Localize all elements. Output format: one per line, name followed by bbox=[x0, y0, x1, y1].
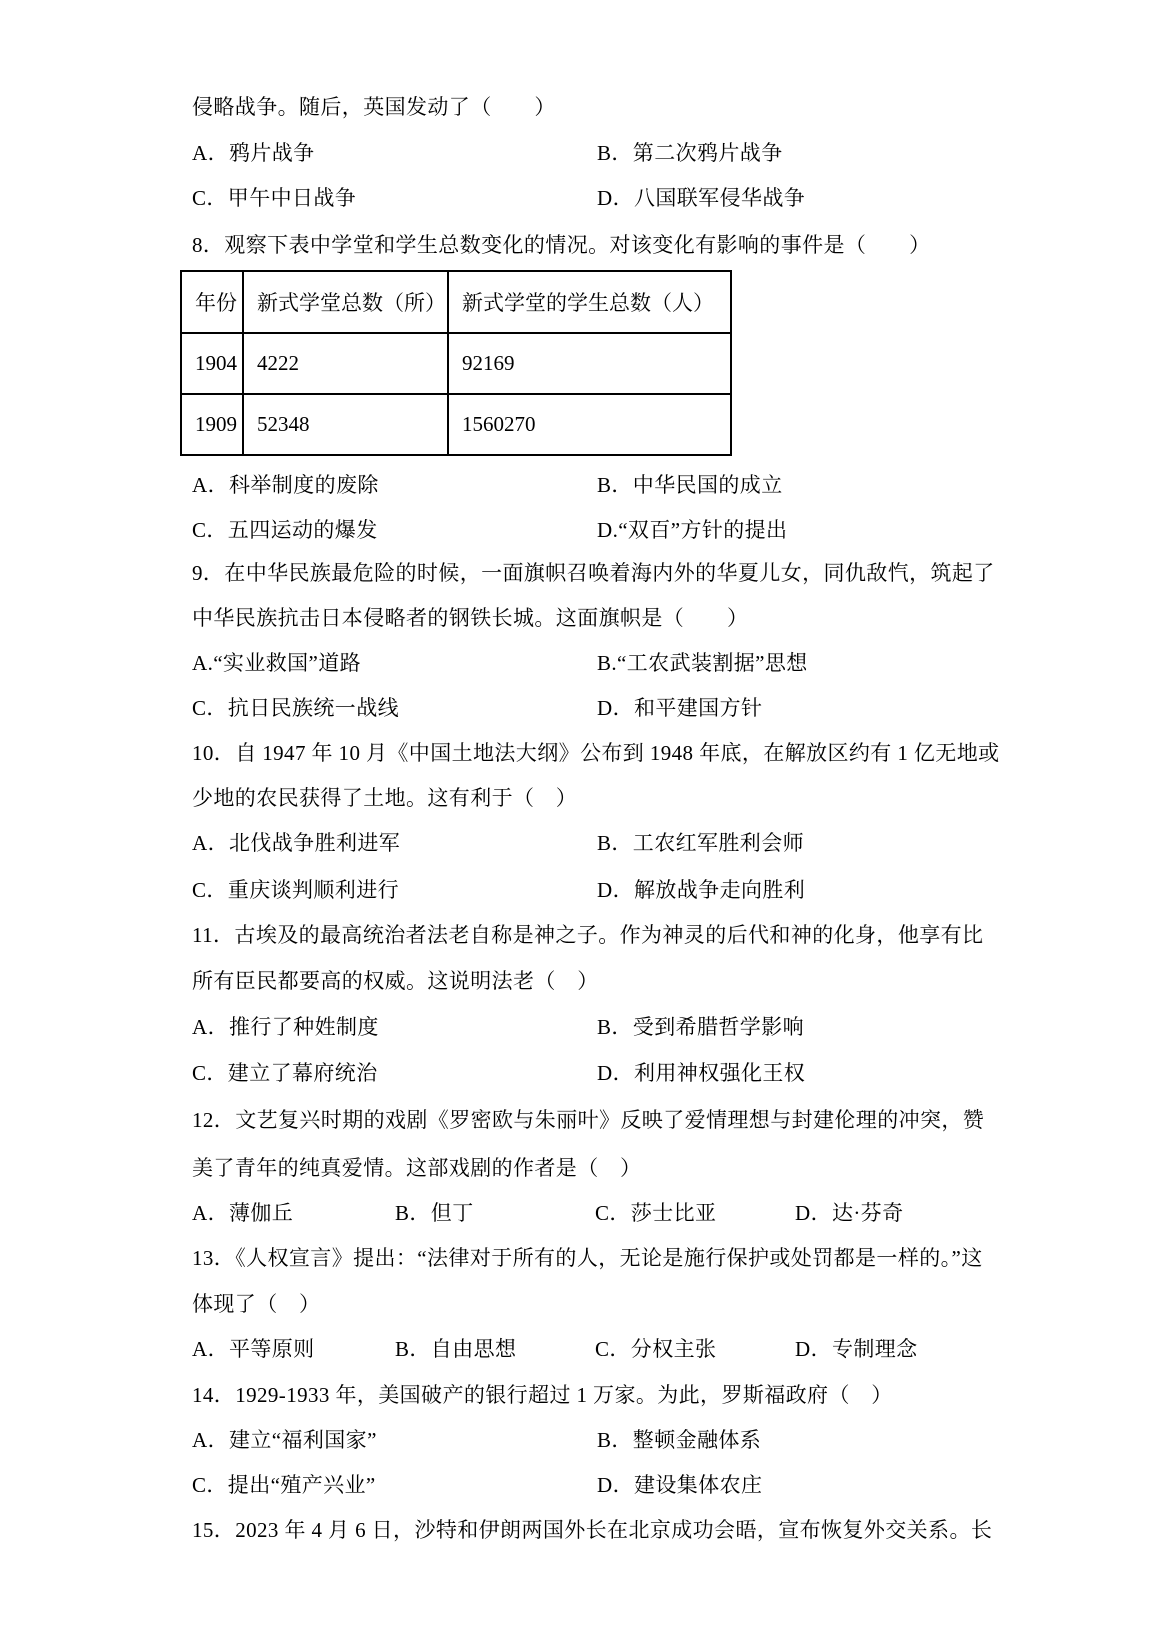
q13-option-a: A．平等原则 bbox=[192, 1337, 315, 1361]
q10-stem-line1: 10．自 1947 年 10 月《中国土地法大纲》公布到 1948 年底，在解放区约有 1 亿无地或 bbox=[192, 741, 1000, 765]
q8-option-c: C．五四运动的爆发 bbox=[192, 518, 378, 542]
q8-table-row-1904 bbox=[181, 333, 731, 394]
q8-table-cell-year-1904: 1904 bbox=[181, 333, 243, 394]
q12-option-b: B．但丁 bbox=[395, 1201, 474, 1225]
q12-option-d: D．达·芬奇 bbox=[795, 1201, 904, 1225]
q12-option-c: C．莎士比亚 bbox=[595, 1201, 717, 1225]
q12-stem-line2: 美了青年的纯真爱情。这部戏剧的作者是（ ） bbox=[192, 1156, 642, 1180]
q11-option-d: D．利用神权强化王权 bbox=[597, 1061, 806, 1085]
q9-option-b: B.“工农武装割据”思想 bbox=[597, 651, 808, 675]
q10-stem-line2: 少地的农民获得了土地。这有利于（ ） bbox=[192, 786, 578, 810]
q9-option-c: C．抗日民族统一战线 bbox=[192, 696, 400, 720]
q7-stem-continuation: 侵略战争。随后，英国发动了（ ） bbox=[192, 95, 556, 119]
q8-stem: 8．观察下表中学堂和学生总数变化的情况。对该变化有影响的事件是（ ） bbox=[192, 233, 931, 257]
q9-stem-line2: 中华民族抗击日本侵略者的钢铁长城。这面旗帜是（ ） bbox=[192, 606, 749, 630]
q7-option-b: B．第二次鸦片战争 bbox=[597, 141, 783, 165]
q13-option-c: C．分权主张 bbox=[595, 1337, 717, 1361]
q8-table-cell-students-1909: 1560270 bbox=[448, 394, 731, 455]
q8-table-cell-year-1909: 1909 bbox=[181, 394, 243, 455]
q8-data-table bbox=[180, 270, 732, 456]
q7-option-a: A．鸦片战争 bbox=[192, 141, 315, 165]
q9-option-d: D．和平建国方针 bbox=[597, 696, 763, 720]
q14-option-b: B．整顿金融体系 bbox=[597, 1428, 762, 1452]
q13-stem-line2: 体现了（ ） bbox=[192, 1292, 321, 1316]
q14-option-a: A．建立“福利国家” bbox=[192, 1428, 377, 1452]
q9-stem-line1: 9．在中华民族最危险的时候，一面旗帜召唤着海内外的华夏儿女，同仇敌忾，筑起了 bbox=[192, 561, 995, 585]
q14-option-c: C．提出“殖产兴业” bbox=[192, 1473, 376, 1497]
q8-option-b: B．中华民国的成立 bbox=[597, 473, 783, 497]
q8-table-header-row bbox=[181, 271, 731, 333]
q13-option-b: B．自由思想 bbox=[395, 1337, 517, 1361]
q11-option-c: C．建立了幕府统治 bbox=[192, 1061, 378, 1085]
q8-table-header-year: 年份 bbox=[181, 271, 243, 333]
q8-table-header-schools: 新式学堂总数（所） bbox=[243, 271, 448, 333]
q15-stem-line1: 15．2023 年 4 月 6 日，沙特和伊朗两国外长在北京成功会晤，宣布恢复外交关系。长 bbox=[192, 1518, 993, 1542]
q10-option-a: A．北伐战争胜利进军 bbox=[192, 831, 401, 855]
q7-option-c: C．甲午中日战争 bbox=[192, 186, 357, 210]
q8-option-d: D.“双百”方针的提出 bbox=[597, 518, 788, 542]
q8-table-cell-schools-1904: 4222 bbox=[243, 333, 448, 394]
q7-option-d: D．八国联军侵华战争 bbox=[597, 186, 806, 210]
q14-option-d: D．建设集体农庄 bbox=[597, 1473, 763, 1497]
q11-stem-line2: 所有臣民都要高的权威。这说明法老（ ） bbox=[192, 969, 599, 993]
q12-option-a: A．薄伽丘 bbox=[192, 1201, 294, 1225]
q9-option-a: A.“实业救国”道路 bbox=[192, 651, 362, 675]
q10-option-c: C．重庆谈判顺利进行 bbox=[192, 878, 400, 902]
q8-table-cell-students-1904: 92169 bbox=[448, 333, 731, 394]
q12-stem-line1: 12．文艺复兴时期的戏剧《罗密欧与朱丽叶》反映了爱情理想与封建伦理的冲突，赞 bbox=[192, 1108, 985, 1132]
q8-table-header-students: 新式学堂的学生总数（人） bbox=[448, 271, 731, 333]
q13-option-d: D．专制理念 bbox=[795, 1337, 918, 1361]
q11-option-a: A．推行了种姓制度 bbox=[192, 1015, 379, 1039]
q8-option-a: A．科举制度的废除 bbox=[192, 473, 379, 497]
q8-table-cell-schools-1909: 52348 bbox=[243, 394, 448, 455]
q14-stem: 14．1929-1933 年，美国破产的银行超过 1 万家。为此，罗斯福政府（ ） bbox=[192, 1383, 893, 1407]
q10-option-b: B．工农红军胜利会师 bbox=[597, 831, 805, 855]
q10-option-d: D．解放战争走向胜利 bbox=[597, 878, 806, 902]
q11-option-b: B．受到希腊哲学影响 bbox=[597, 1015, 805, 1039]
q8-table-row-1909 bbox=[181, 394, 731, 455]
q11-stem-line1: 11．古埃及的最高统治者法老自称是神之子。作为神灵的后代和神的化身，他享有比 bbox=[192, 923, 984, 947]
q13-stem-line1: 13．《人权宣言》提出：“法律对于所有的人，无论是施行保护或处罚都是一样的。”这 bbox=[192, 1246, 983, 1270]
